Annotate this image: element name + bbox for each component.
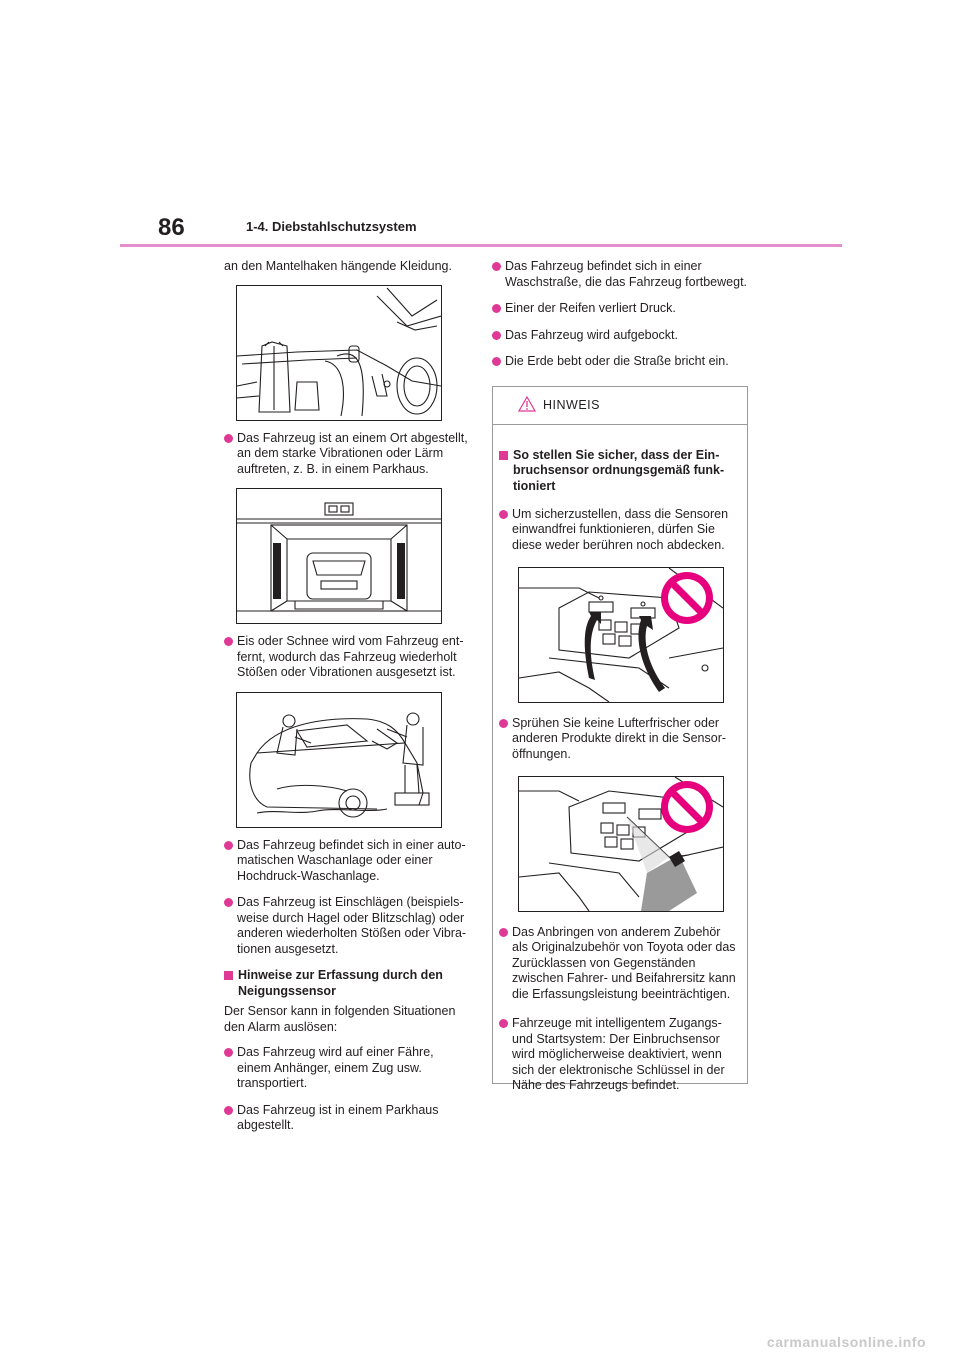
bullet-snow-removal (224, 634, 468, 681)
subheading-text: So stellen Sie sicher, dass der Einbruchsensor ordnungsgemäß funktioniert (513, 447, 725, 493)
coat-hanger-illustration (237, 286, 441, 420)
hinweis-header (493, 387, 747, 425)
page-number: 86 (158, 214, 185, 241)
hinweis-bullet-smart-key (499, 1016, 739, 1094)
section-title: 1-4. Diebstahlschutzsystem (246, 219, 417, 234)
bullet-dot (224, 434, 233, 443)
bullet-jacked-up (492, 328, 748, 344)
bullet-text: Um sicherzustellen, dass die Sensoren einwandfrei funktionieren, dürfen Sie diese weder berühren noch abdecken. (512, 506, 729, 552)
hinweis-bullet-no-spray (499, 716, 739, 763)
bullet-text: Sprühen Sie keine Lufterfrischer oder anderen Produkte direkt in die Sensoröffnungen. (512, 715, 727, 761)
bullet-text: Die Erde bebt oder die Straße bricht ein. (505, 354, 729, 368)
bullet-text: Einer der Reifen verliert Druck. (505, 301, 676, 315)
bullet-parking-garage (224, 1103, 468, 1134)
bullet-transport (224, 1045, 468, 1092)
bullet-dot (224, 841, 233, 850)
intro-text: an den Mantelhaken hängende Kleidung. (224, 259, 452, 273)
hinweis-subheading (499, 448, 739, 495)
bullet-car-wash-conveyor (492, 259, 748, 290)
figure-sensor-touch-prohibited (518, 567, 724, 703)
bullet-text: Das Fahrzeug befindet sich in einer automatischen Waschanlage oder einer Hochdruck-Waschanlage. (237, 837, 466, 883)
header-rule (120, 244, 842, 247)
figure-parking-garage (236, 488, 442, 624)
hinweis-label: HINWEIS (543, 398, 600, 412)
left-column (224, 259, 468, 1145)
bullet-dot (224, 898, 233, 907)
right-column (492, 259, 748, 381)
subheading-text: Hinweise zur Erfassung durch den Neigungssensor (238, 968, 443, 998)
prohibition-icon (661, 572, 713, 624)
parking-garage-illustration (237, 489, 441, 623)
sensor-spray-illustration (519, 777, 723, 911)
bullet-text: Das Fahrzeug befindet sich in einer Waschstraße, die das Fahrzeug fortbewegt. (505, 259, 748, 289)
figure-coat-hanger-interior (236, 285, 442, 421)
bullet-dot (499, 510, 508, 519)
bullet-dot (492, 304, 501, 313)
bullet-tire-pressure (492, 301, 748, 317)
subheading-square (499, 451, 508, 460)
bullet-car-wash (224, 838, 468, 885)
bullet-text: Das Anbringen von anderem Zubehör als Originalzubehör von Toyota oder das Zurücklassen von Gegenständen zwischen Fahrer- und Beifahrersitz kann die Erfassungsleistung beeinträchtigen. (512, 924, 736, 1001)
warning-icon (518, 396, 536, 412)
bullet-dot (492, 262, 501, 271)
bullet-dot (499, 719, 508, 728)
bullet-impacts (224, 895, 468, 957)
hinweis-box (492, 386, 748, 1092)
footer-watermark: carmanualsonline.info (766, 1334, 926, 1350)
tilt-sensor-paragraph: Der Sensor kann in folgenden Situationen den Alarm auslösen: (224, 1004, 456, 1034)
prohibition-icon (661, 781, 713, 833)
bullet-dot (224, 637, 233, 646)
bullet-dot (492, 357, 501, 366)
bullet-text: Eis oder Schnee wird vom Fahrzeug entfernt, wodurch das Fahrzeug wiederholt Stößen oder Vibrationen ausgesetzt ist. (237, 634, 464, 679)
bullet-text: Das Fahrzeug ist in einem Parkhaus abgestellt. (237, 1102, 439, 1132)
bullet-dot (224, 1048, 233, 1057)
hinweis-bullet-no-touch (499, 507, 739, 554)
bullet-dot (499, 1019, 508, 1028)
figure-snow-removal (236, 692, 442, 828)
bullet-dot (492, 331, 501, 340)
bullet-text: Fahrzeuge mit intelligentem Zugangs- und Startsystem: Der Einbruchsensor wird möglicherweise deaktiviert, wenn sich der elektronische Schlüssel in der Nähe des Fahrzeugs befindet. (512, 1016, 725, 1092)
bullet-text: Das Fahrzeug ist an einem Ort abgestellt, an dem starke Vibrationen oder Lärm auftreten, z. B. in einem Parkhaus. (237, 430, 468, 476)
bullet-dot (499, 928, 508, 937)
hinweis-bullet-accessories (499, 925, 739, 1003)
bullet-text: Das Fahrzeug ist Einschlägen (beispielsweise durch Hagel oder Blitzschlag) oder anderen wiederholten Stößen oder Vibrationen ausgesetzt. (237, 895, 467, 956)
figure-sensor-spray-prohibited (518, 776, 724, 912)
bullet-dot (224, 1106, 233, 1115)
bullet-text: Das Fahrzeug wird auf einer Fähre, einem Anhänger, einem Zug usw. transportiert. (237, 1045, 434, 1090)
subheading-square (224, 971, 233, 980)
bullet-vibration-noise (224, 431, 468, 478)
snow-removal-illustration (237, 693, 441, 827)
bullet-text: Das Fahrzeug wird aufgebockt. (505, 327, 679, 342)
hinweis-body (493, 425, 747, 1094)
tilt-sensor-subheading (224, 968, 468, 999)
sensor-touch-illustration (519, 568, 723, 702)
bullet-earthquake (492, 354, 748, 370)
